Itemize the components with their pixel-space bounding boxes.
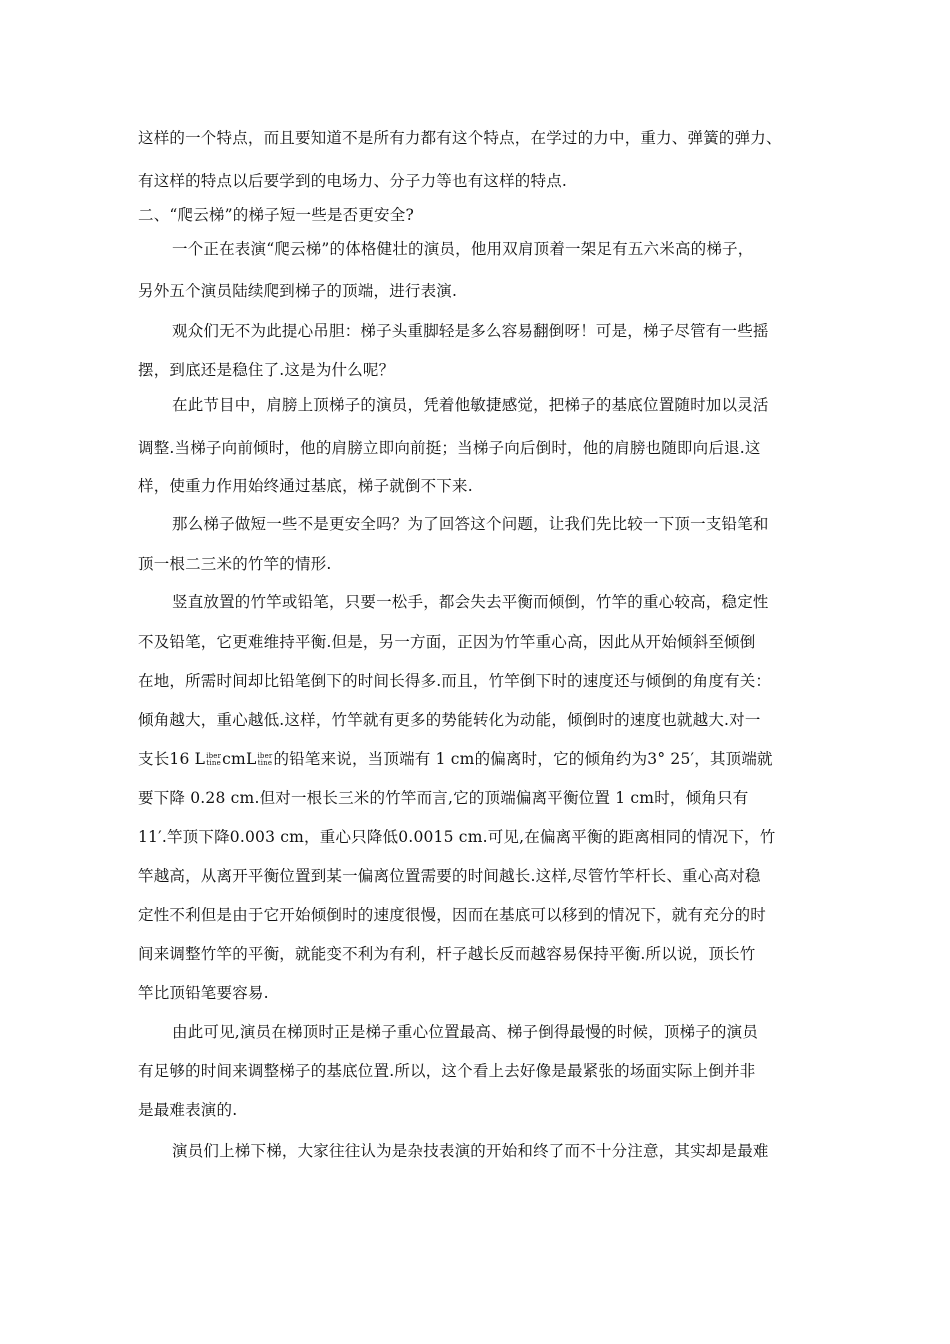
garbled-letter: L (245, 750, 257, 768)
text-fragment: 支长16 (138, 750, 195, 768)
text-line: 有足够的时间来调整梯子的基底位置.所以，这个看上去好像是最紧张的场面实际上倒并非 (138, 1062, 756, 1080)
text-line: 顶一根二三米的竹竿的情形. (138, 555, 332, 573)
text-line: 在此节目中，肩膀上顶梯子的演员，凭着他敏捷感觉，把梯子的基底位置随时加以灵活 (172, 396, 769, 414)
garbled-letter: L (194, 750, 206, 768)
text-line: 那么梯子做短一些不是更安全吗？为了回答这个问题，让我们先比较一下顶一支铅笔和 (172, 515, 769, 533)
text-line: 定性不利但是由于它开始倾倒时的速度很慢，因而在基底可以移到的情况下，就有充分的时 (138, 906, 767, 924)
text-line: 另外五个演员陆续爬到梯子的顶端，进行表演. (138, 282, 458, 300)
text-line: 要下降 0.28 cm.但对一根长三米的竹竿而言,它的顶端偏离平衡位置 1 cm时，倾角只有 (138, 789, 749, 807)
text-line: 间来调整竹竿的平衡，就能变不利为有利，杆子越长反而越容易保持平衡.所以说，顶长竹 (138, 945, 756, 963)
stacked-fragment (206, 753, 221, 767)
text-line: 摆，到底还是稳住了.这是为什么呢？ (138, 361, 395, 379)
text-line: 调整.当梯子向前倾时，他的肩膀立即向前挺；当梯子向后倒时，他的肩膀也随即向后退.这 (138, 439, 761, 457)
text-line: 在地，所需时间却比铅笔倒下的时间长得多.而且，竹竿倒下时的速度还与倾倒的角度有关： (138, 672, 772, 690)
stacked-top: iber (206, 752, 222, 760)
stacked-bottom: tine (206, 759, 221, 767)
text-line: 观众们无不为此提心吊胆：梯子头重脚轻是多么容易翻倒呀！可是，梯子尽管有一些摇 (172, 322, 769, 340)
text-fragment: 的铅笔来说，当顶端有 1 cm的偏离时，它的倾角约为3° 25′，其顶端就 (273, 750, 773, 768)
text-line: 样，使重力作用始终通过基底，梯子就倒不下来. (138, 477, 473, 495)
text-line: 一个正在表演“爬云梯”的体格健壮的演员，他用双肩顶着一架足有五六米高的梯子， (172, 240, 754, 258)
section-heading: 二、“爬云梯”的梯子短一些是否更安全? (138, 206, 414, 224)
text-line-with-fragment (138, 749, 773, 769)
text-line: 是最难表演的. (138, 1101, 238, 1119)
text-line: 由此可见,演员在梯顶时正是梯子重心位置最高、梯子倒得最慢的时候，顶梯子的演员 (172, 1023, 759, 1041)
text-line: 有这样的特点以后要学到的电场力、分子力等也有这样的特点. (138, 172, 568, 190)
stacked-bottom: tine (257, 759, 273, 767)
text-line: 竖直放置的竹竿或铅笔，只要一松手，都会失去平衡而倾倒，竹竿的重心较高，稳定性 (172, 593, 769, 611)
stacked-fragment (257, 753, 272, 767)
text-line: 这样的一个特点，而且要知道不是所有力都有这个特点，在学过的力中，重力、弹簧的弹力、 (138, 129, 782, 147)
text-line: 竿比顶铅笔要容易. (138, 984, 269, 1002)
text-line: 倾角越大，重心越低.这样，竹竿就有更多的势能转化为动能，倾倒时的速度也就越大.对一 (138, 711, 761, 729)
text-line: 竿越高，从离开平衡位置到某一偏离位置需要的时间越长.这样,尽管竹竿杆长、重心高对稳 (138, 867, 761, 885)
stacked-top: iber (257, 752, 273, 760)
text-line: 演员们上梯下梯，大家往往认为是杂技表演的开始和终了而不十分注意，其实却是最难 (172, 1142, 769, 1160)
text-line: 11′.竿顶下降0.003 cm，重心只降低0.0015 cm.可见,在偏离平衡的距离相同的情况下，竹 (138, 828, 776, 846)
text-fragment: cm (222, 750, 246, 768)
text-line: 不及铅笔，它更难维持平衡.但是，另一方面，正因为竹竿重心高，因此从开始倾斜至倾倒 (138, 633, 756, 651)
